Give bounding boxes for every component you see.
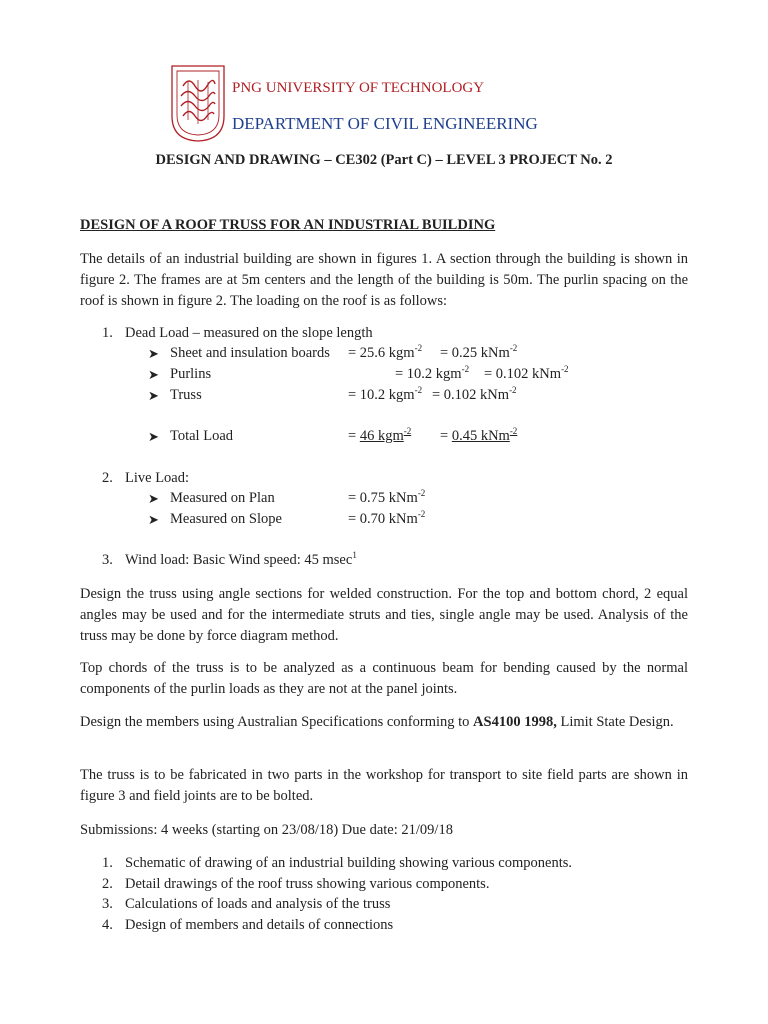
- department-name: DEPARTMENT OF CIVIL ENGINEERING: [232, 114, 538, 133]
- arrowhead-bullet-icon: ➤: [148, 346, 159, 361]
- university-logo: [168, 62, 228, 144]
- arrowhead-bullet-icon: ➤: [148, 512, 159, 527]
- university-name: PNG UNIVERSITY OF TECHNOLOGY: [232, 80, 485, 96]
- load-value-knm: = 0.70 kNm$^{-2}$: [348, 509, 426, 527]
- total-load-label: Total Load: [170, 428, 234, 444]
- load-value-kgm: = 10.2 kgm$^{-2}$: [395, 364, 470, 382]
- load-item-name: Measured on Plan: [170, 490, 275, 506]
- list-item: Detail drawings of the roof truss showing various components.: [125, 876, 490, 892]
- list-number: 1.: [102, 325, 113, 341]
- load-item-name: Truss: [170, 387, 202, 403]
- course-title: DESIGN AND DRAWING – CE302 (Part C) – LEVEL 3 PROJECT No. 2: [155, 152, 613, 168]
- intro-paragraph: The details of an industrial building are shown in figures 1. A section through the building is shown in figure 2. The frames are at 5m centers and the length of the building is 50m. The purlin spacing on the roof is shown in figure 2. The loading on the roof is as follows:: [80, 251, 688, 309]
- list-item: Schematic of drawing of an industrial building showing various components.: [125, 855, 573, 871]
- dead-load-label: Dead Load – measured on the slope length: [125, 325, 373, 341]
- load-value-knm: = 0.102 kNm$^{-2}$: [484, 364, 569, 382]
- standard-reference: AS4100 1998,: [473, 714, 557, 730]
- chords-paragraph: Top chords of the truss is to be analyzed as a continuous beam for bending caused by the normal components of the purlin loads as they are not at the panel joints.: [80, 660, 688, 697]
- load-item-name: Sheet and insulation boards: [170, 345, 330, 361]
- wind-load-label: Wind load: Basic Wind speed: 45 msec$^1$: [125, 550, 357, 568]
- list-number: 2.: [102, 876, 113, 892]
- load-value-kgm: = 25.6 kgm$^{-2}$: [348, 343, 423, 361]
- list-number: 3.: [102, 896, 113, 912]
- list-number: 3.: [102, 552, 113, 568]
- university-seal-logo-icon: [168, 62, 228, 144]
- list-number: 2.: [102, 470, 113, 486]
- live-load-label: Live Load:: [125, 470, 190, 486]
- design-paragraph: Design the truss using angle sections for welded construction. For the top and bottom chord, 2 equal angles may be used and for the intermediate struts and ties, single angle may be used. Analysis of the truss may be done by force diagram method.: [80, 586, 688, 644]
- fabrication-paragraph: The truss is to be fabricated in two parts in the workshop for transport to site field parts are shown in figure 3 and field joints are to be bolted.: [80, 767, 688, 804]
- arrowhead-bullet-icon: ➤: [148, 367, 159, 382]
- total-load-kgm: = 46 kgm$^{-2}$: [348, 426, 412, 444]
- load-item-name: Measured on Slope: [170, 511, 282, 527]
- arrowhead-bullet-icon: ➤: [148, 491, 159, 506]
- list-item: Design of members and details of connections: [125, 917, 394, 933]
- load-value-knm: = 0.102 kNm$^{-2}$: [432, 385, 517, 403]
- list-number: 1.: [102, 855, 113, 871]
- arrowhead-bullet-icon: ➤: [148, 388, 159, 403]
- arrowhead-bullet-icon: ➤: [148, 429, 159, 444]
- total-load-knm: = 0.45 kNm$^{-2}$: [440, 426, 518, 444]
- members-paragraph: Design the members using Australian Specifications conforming to AS4100 1998, Limit State Design.: [80, 714, 674, 730]
- list-number: 4.: [102, 917, 113, 933]
- load-value-kgm: = 10.2 kgm$^{-2}$: [348, 385, 423, 403]
- submissions-line: Submissions: 4 weeks (starting on 23/08/18) Due date: 21/09/18: [80, 822, 453, 838]
- document-title: DESIGN OF A ROOF TRUSS FOR AN INDUSTRIAL BUILDING: [80, 217, 496, 233]
- load-item-name: Purlins: [170, 366, 212, 382]
- load-value-knm: = 0.75 kNm$^{-2}$: [348, 488, 426, 506]
- load-value-knm: = 0.25 kNm$^{-2}$: [440, 343, 518, 361]
- list-item: Calculations of loads and analysis of the truss: [125, 896, 391, 912]
